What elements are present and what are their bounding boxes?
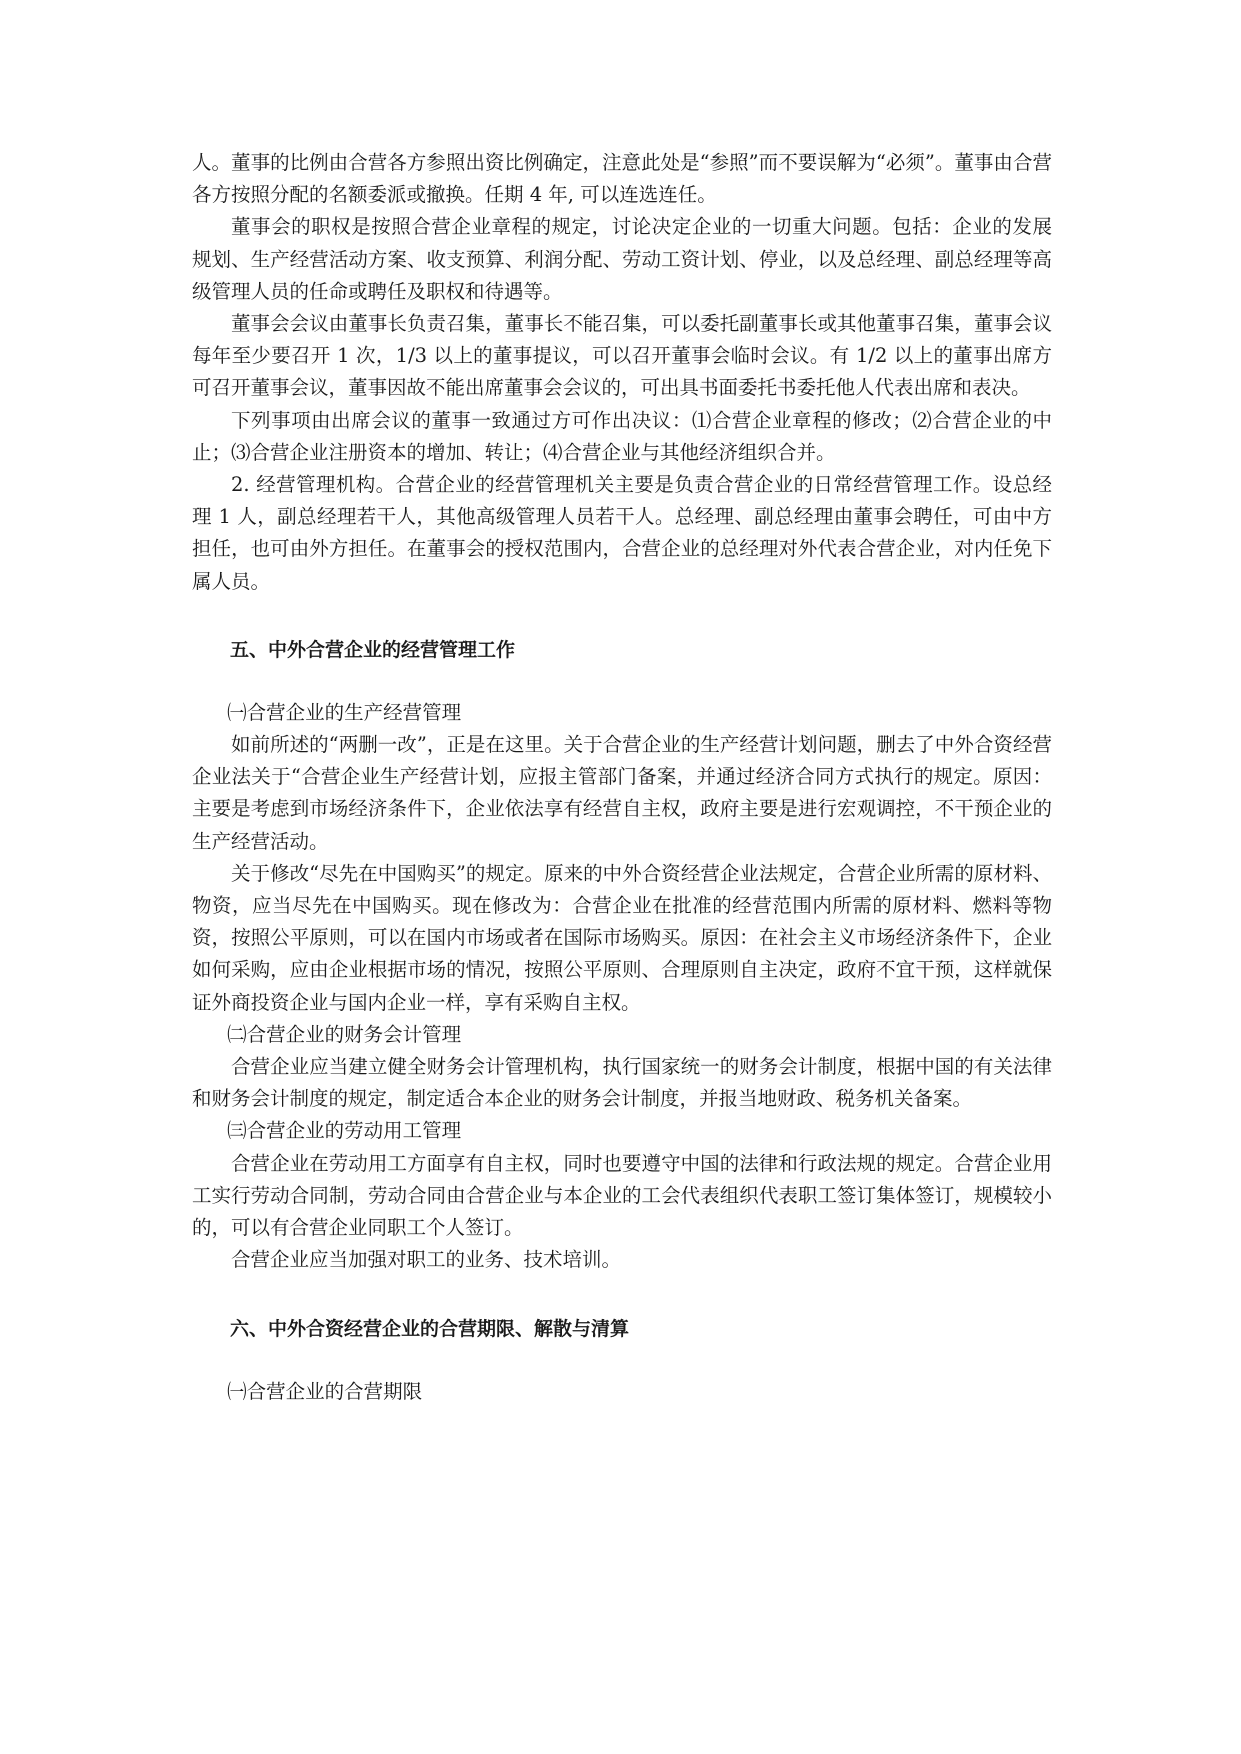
paragraph-unanimous-matters: 下列事项由出席会议的董事一致通过方可作出决议：⑴合营企业章程的修改；⑵合营企业的中止；⑶合营企业注册资本的增加、转让；⑷合营企业与其他经济组织合并。 — [192, 408, 1052, 464]
section-heading-6: 六、中外合资经营企业的合营期限、解散与清算 — [230, 1317, 630, 1340]
paragraph-board-meetings: 董事会会议由董事长负责召集，董事长不能召集，可以委托副董事长或其他董事召集，董事会议每年至少要召开 1 次，1/3 以上的董事提议，可以召开董事会临时会议。有 1/2 以上的董事出席方可召开董事会议，董事因故不能出席董事会会议的，可出具书面委托书委托他人代表出席和表决。 — [192, 312, 1052, 400]
subsection-title-term: ㈠合营企业的合营期限 — [227, 1379, 423, 1403]
paragraph-finance: 合营企业应当建立健全财务会计管理机构，执行国家统一的财务会计制度，根据中国的有关法律和财务会计制度的规定，制定适合本企业的财务会计制度，并报当地财政、税务机关备案。 — [192, 1055, 1052, 1111]
paragraph-management-body: 2. 经营管理机构。合营企业的经营管理机关主要是负责合营企业的日常经营管理工作。设总经理 1 人，副总经理若干人，其他高级管理人员若干人。总经理、副总经理由董事会聘任，可由中方担任，也可由外方担任。在董事会的授权范围内，合营企业的总经理对外代表合营企业，对内任免下属人员。 — [192, 473, 1052, 593]
subsection-title-production: ㈠合营企业的生产经营管理 — [227, 700, 462, 724]
paragraph-training: 合营企业应当加强对职工的业务、技术培训。 — [231, 1248, 622, 1272]
document-page — [192, 147, 1052, 1408]
paragraph-board-composition: 人。董事的比例由合营各方参照出资比例确定，注意此处是“参照”而不要误解为“必须”。董事由合营各方按照分配的名额委派或撤换。任期 4 年, 可以连选连任。 — [192, 151, 1052, 207]
paragraph-labor: 合营企业在劳动用工方面享有自主权，同时也要遵守中国的法律和行政法规的规定。合营企业用工实行劳动合同制，劳动合同由合营企业与本企业的工会代表组织代表职工签订集体签订，规模较小的，可以有合营企业同职工个人签订。 — [192, 1151, 1052, 1240]
paragraph-production-plan: 如前所述的“两删一改”，正是在这里。关于合营企业的生产经营计划问题，删去了中外合资经营企业法关于“合营企业生产经营计划，应报主管部门备案，并通过经济合同方式执行的规定。原因：主要是考虑到市场经济条件下，企业依法享有经营自主权，政府主要是进行宏观调控，不干预企业的生产经营活动。 — [192, 733, 1052, 853]
paragraph-purchase-rule: 关于修改“尽先在中国购买”的规定。原来的中外合资经营企业法规定，合营企业所需的原材料、物资，应当尽先在中国购买。现在修改为：合营企业在批准的经营范围内所需的原材料、燃料等物资，按照公平原则，可以在国内市场或者在国际市场购买。原因：在社会主义市场经济条件下，企业如何采购，应由企业根据市场的情况，按照公平原则、合理原则自主决定，政府不宜干预，这样就保证外商投资企业与国内企业一样，享有采购自主权。 — [192, 861, 1052, 1014]
subsection-title-finance: ㈡合营企业的财务会计管理 — [227, 1022, 462, 1046]
subsection-title-labor: ㈢合营企业的劳动用工管理 — [227, 1119, 462, 1143]
paragraph-board-powers: 董事会的职权是按照合营企业章程的规定，讨论决定企业的一切重大问题。包括：企业的发展 规划、生产经营活动方案、收支预算、利润分配、劳动工资计划、停业，以及总经理、副总经理等高级管理人员的任命或聘任及职权和待遇等。 — [192, 215, 1052, 303]
section-heading-5: 五、中外合营企业的经营管理工作 — [230, 638, 516, 661]
